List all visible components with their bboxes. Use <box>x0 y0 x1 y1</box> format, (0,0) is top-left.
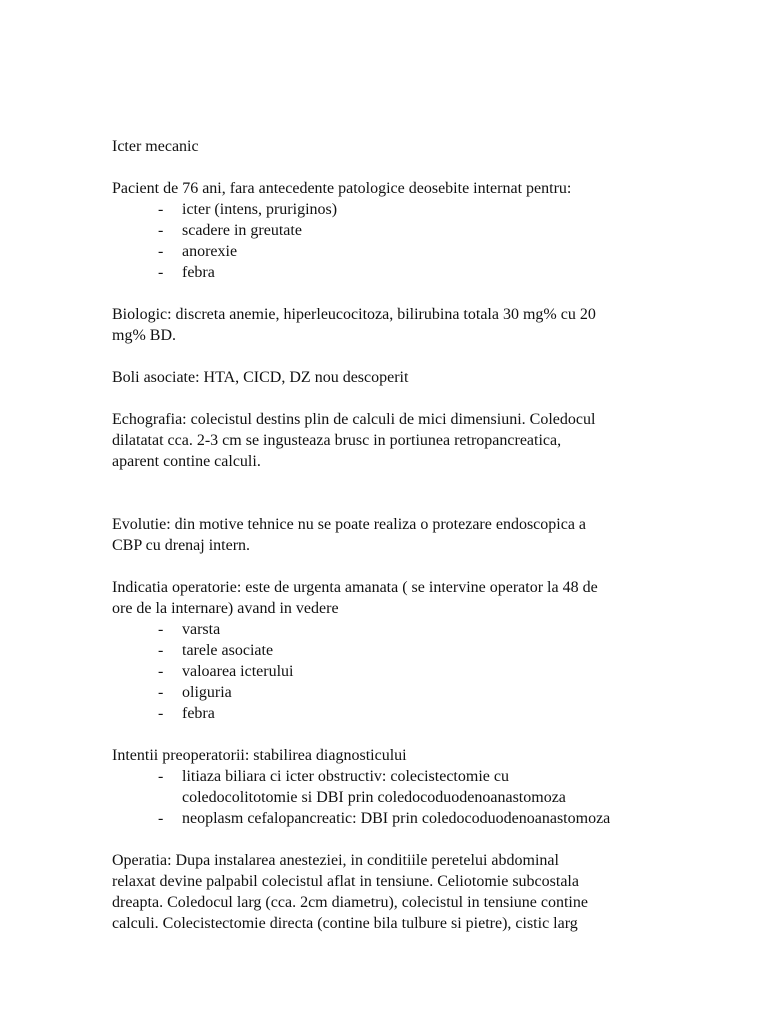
list-item <box>112 808 672 829</box>
list-item <box>112 241 672 262</box>
list-item-text: scadere in greutate <box>182 222 302 239</box>
list-item-text: febra <box>182 705 215 722</box>
list-item <box>112 220 672 241</box>
bullet-dash: - <box>158 264 164 281</box>
list-item-text: oliguria <box>182 684 232 701</box>
list-item-text: icter (intens, pruriginos) <box>182 201 338 218</box>
bullet-dash: - <box>158 705 164 722</box>
indicatia-line: ore de la internare) avand in vedere <box>112 600 339 617</box>
operatia-line: relaxat devine palpabil colecistul aflat in tensiune. Celiotomie subcostala <box>112 873 579 890</box>
list-item-text: febra <box>182 264 215 281</box>
indicatia-line: Indicatia operatorie: este de urgenta amanata ( se intervine operator la 48 de <box>112 579 598 596</box>
operatia-line: dreapta. Coledocul larg (cca. 2cm diametru), colecistul in tensiune contine <box>112 894 588 911</box>
bullet-dash: - <box>158 642 164 659</box>
evolutie-line: Evolutie: din motive tehnice nu se poate realiza o protezare endoscopica a <box>112 516 587 533</box>
list-item-text: anorexie <box>182 243 238 260</box>
list-item-text: varsta <box>182 621 221 638</box>
evolutie-line: CBP cu drenaj intern. <box>112 537 251 554</box>
echografia-line: dilatatat cca. 2-3 cm se ingusteaza brusc in portiunea retropancreatica, <box>112 432 562 449</box>
bullet-dash: - <box>158 684 164 701</box>
boli-asociate: Boli asociate: HTA, CICD, DZ nou descoperit <box>112 369 409 386</box>
document-page <box>112 136 672 934</box>
document-title: Icter mecanic <box>112 138 199 155</box>
intentii-heading: Intentii preoperatorii: stabilirea diagnosticului <box>112 747 407 764</box>
operatia-line: calculi. Colecistectomie directa (contine bila tulbure si pietre), cistic larg <box>112 915 578 932</box>
bullet-dash: - <box>158 201 164 218</box>
bullet-dash: - <box>158 663 164 680</box>
list-item <box>112 199 672 220</box>
list-item <box>112 766 672 787</box>
biologic-line: mg% BD. <box>112 327 176 344</box>
operatia-line: Operatia: Dupa instalarea anesteziei, in conditiile peretelui abdominal <box>112 852 559 869</box>
list-item <box>112 619 672 640</box>
intro-paragraph: Pacient de 76 ani, fara antecedente patologice deosebite internat pentru: <box>112 180 572 197</box>
list-item <box>112 262 672 283</box>
list-item-text: litiaza biliara ci icter obstructiv: colecistectomie cu <box>182 768 509 785</box>
echografia-line: Echografia: colecistul destins plin de calculi de mici dimensiuni. Coledocul <box>112 411 596 428</box>
list-item <box>112 703 672 724</box>
list-item <box>112 682 672 703</box>
biologic-line: Biologic: discreta anemie, hiperleucocitoza, bilirubina totala 30 mg% cu 20 <box>112 306 596 323</box>
echografia-line: aparent contine calculi. <box>112 453 261 470</box>
list-item-text: valoarea icterului <box>182 663 294 680</box>
list-item-text: neoplasm cefalopancreatic: DBI prin coledocoduodenoanastomoza <box>182 810 611 827</box>
bullet-dash: - <box>158 810 164 827</box>
list-item <box>112 661 672 682</box>
list-item-continuation: coledocolitotomie si DBI prin coledocoduodenoanastomoza <box>182 789 566 806</box>
list-item <box>112 640 672 661</box>
bullet-dash: - <box>158 243 164 260</box>
bullet-dash: - <box>158 621 164 638</box>
list-item-text: tarele asociate <box>182 642 274 659</box>
bullet-dash: - <box>158 222 164 239</box>
bullet-dash: - <box>158 768 164 785</box>
